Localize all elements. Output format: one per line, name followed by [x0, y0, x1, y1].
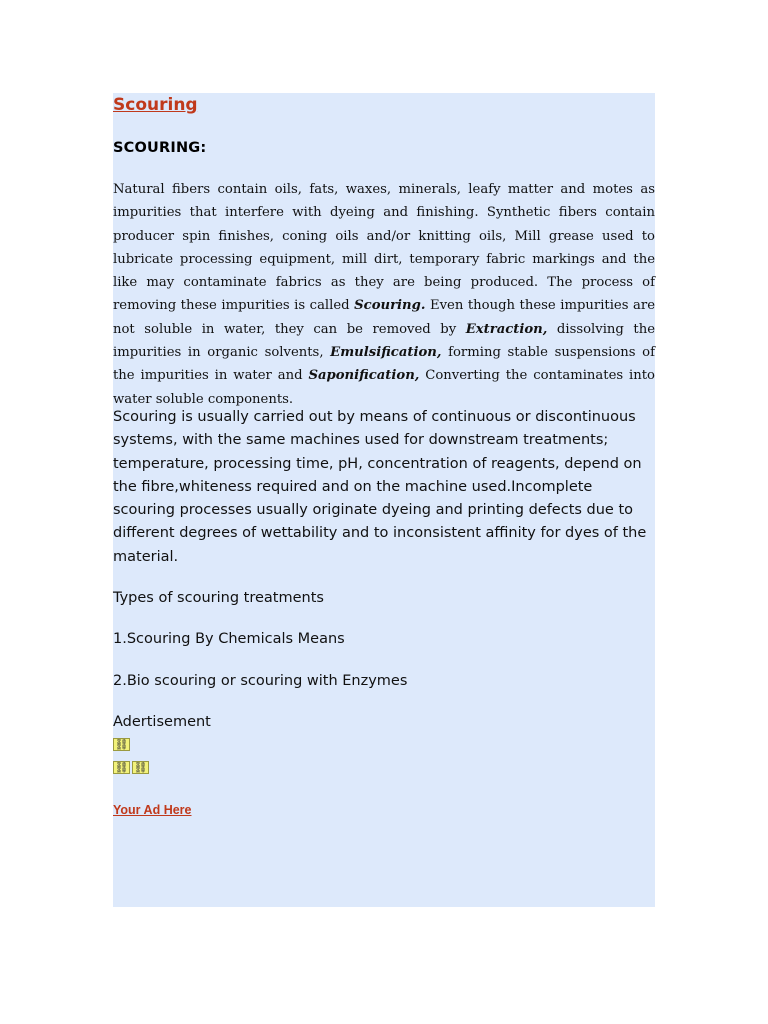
- term-scouring: Scouring.: [354, 298, 426, 314]
- broken-image-icon[interactable]: ⛓: [133, 761, 148, 774]
- article-panel: [113, 93, 655, 907]
- intro-text-1: Natural fibers contain oils, fats, waxes, minerals, leafy matter and motes as impurities that interfere with dyeing and finishing. Synthetic fibers contain producer spin finishes, coning oils and/or knitting oils, Mill grease used to lubricate processing equipment, mill dirt, temporary fabric markings and the like may contaminate fabrics as they are being produced. The process of removing these impurities is called: [113, 182, 655, 314]
- intro-text-4: forming stable suspensions of the impurities in water and: [113, 345, 656, 384]
- type-item-bio: 2.Bio scouring or scouring with Enzymes: [113, 673, 408, 689]
- broken-image-icon[interactable]: ⛓: [114, 761, 129, 774]
- term-emulsification: Emulsification,: [330, 345, 442, 361]
- intro-text-2: Even though these impurities are not soluble in water, they can be removed by: [113, 298, 656, 337]
- section-heading: SCOURING:: [113, 140, 207, 156]
- your-ad-here-link[interactable]: Your Ad Here: [113, 803, 192, 817]
- article-title-link[interactable]: Scouring: [113, 95, 198, 115]
- broken-image-icon[interactable]: ⛓: [114, 738, 129, 751]
- term-extraction: Extraction,: [465, 321, 548, 337]
- intro-text-5: Converting the contaminates into water soluble components.: [113, 368, 655, 407]
- intro-paragraph: [113, 178, 655, 411]
- type-item-chemical: 1.Scouring By Chemicals Means: [113, 631, 345, 647]
- types-heading: Types of scouring treatments: [113, 590, 324, 606]
- methods-paragraph: Scouring is usually carried out by means of continuous or discontinuous systems, with the same machines used for downstream treatments; temperature, processing time, pH, concentration of reagents, depend on the fibre,whiteness required and on the machine used.Incomplete scouring processes usually originate dyeing and printing defects due to different degrees of wettability and to inconsistent affinity for dyes of the material.: [113, 409, 647, 565]
- advertisement-label: Adertisement: [113, 714, 211, 730]
- intro-text-3: dissolving the impurities in organic solvents,: [113, 321, 656, 361]
- term-saponification: Saponification,: [308, 368, 420, 384]
